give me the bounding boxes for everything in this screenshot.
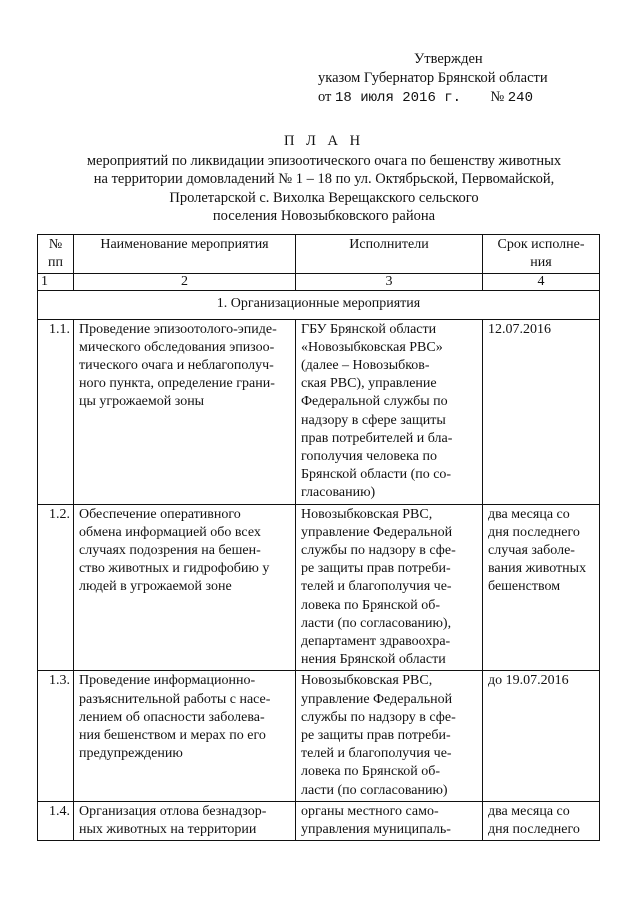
- row-name: Проведение эпизоотолого-эпиде- мического обследования эпизоо- тического очага и неблагополуч- ного пункта, определение грани- цы угрожаемой зоны: [74, 319, 296, 504]
- plan-table: [37, 234, 600, 841]
- row-deadline: 12.07.2016: [483, 319, 600, 504]
- column-number: 3: [296, 274, 483, 291]
- row-name: Организация отлова безнадзор- ных животных на территории: [74, 801, 296, 840]
- approval-block: [318, 50, 548, 108]
- row-deadline: до 19.07.2016: [483, 671, 600, 801]
- table-row: [38, 801, 600, 840]
- row-deadline: два месяца со дня последнего случая заболе- вания животных бешенством: [483, 504, 600, 671]
- approval-title: Утвержден: [414, 51, 483, 67]
- table-row: [38, 671, 600, 801]
- table-header-row: [38, 235, 600, 274]
- header-name: Наименование мероприятия: [74, 235, 296, 274]
- plan-heading: [40, 132, 608, 226]
- approval-authority: указом Губернатор Брянской области: [318, 70, 548, 86]
- row-executors: органы местного само- управления муниципаль-: [296, 801, 483, 840]
- row-number: 1.4.: [38, 801, 74, 840]
- plan-subtitle-line: мероприятий по ликвидации эпизоотического очага по бешенству животных: [86, 152, 562, 169]
- approval-date-line: [318, 88, 548, 108]
- row-executors: ГБУ Брянской области «Новозыбковская РВС» (далее – Новозыбков- ская РВС), управление Федеральной службы по надзору в сфере защиты прав потребителей и бла- гополучия человека по Брянской области (по со- гласованию): [296, 319, 483, 504]
- table-row: [38, 319, 600, 504]
- header-executors: Исполнители: [296, 235, 483, 274]
- approval-date-prefix: от: [318, 89, 332, 105]
- approval-date: 18 июля 2016 г.: [335, 90, 462, 106]
- row-number: 1.1.: [38, 319, 74, 504]
- plan-subtitle-line: на территории домовладений № 1 – 18 по ул. Октябрьской, Первомайской,: [93, 171, 555, 187]
- plan-title: П Л А Н: [283, 133, 365, 149]
- row-executors: Новозыбковская РВС, управление Федеральной службы по надзору в сфе- ре защиты прав потреби- телей и благополучия че- ловека по Брянской об- ласти (по согласованию), департамент здравоохра- нения Брянской области: [296, 504, 483, 671]
- approval-number: 240: [507, 90, 533, 106]
- row-number: 1.2.: [38, 504, 74, 671]
- column-number: 2: [74, 274, 296, 291]
- row-name: Обеспечение оперативного обмена информацией обо всех случаях подозрения на бешен- ство животных и гидрофобию у людей в угрожаемой зоне: [74, 504, 296, 671]
- row-number: 1.3.: [38, 671, 74, 801]
- header-number: № пп: [38, 235, 74, 274]
- row-executors: Новозыбковская РВС, управление Федеральной службы по надзору в сфе- ре защиты прав потреби- телей и благополучия че- ловека по Брянской об- ласти (по согласованию): [296, 671, 483, 801]
- header-deadline: Срок исполне- ния: [483, 235, 600, 274]
- row-deadline: два месяца со дня последнего: [483, 801, 600, 840]
- column-number: 1: [38, 274, 74, 291]
- column-number: 4: [483, 274, 600, 291]
- section-title: 1. Организационные мероприятия: [38, 291, 600, 319]
- plan-subtitle-line: Пролетарской с. Вихолка Верещакского сельского: [169, 189, 479, 206]
- section-row: [38, 291, 600, 319]
- plan-subtitle-line: поселения Новозыбковского района: [212, 208, 436, 224]
- table-row: [38, 504, 600, 671]
- approval-number-prefix: №: [490, 89, 505, 105]
- row-name: Проведение информационно- разъяснительной работы с насе- лением об опасности заболева- ния бешенством и мерах по его предупреждению: [74, 671, 296, 801]
- column-number-row: [38, 274, 600, 291]
